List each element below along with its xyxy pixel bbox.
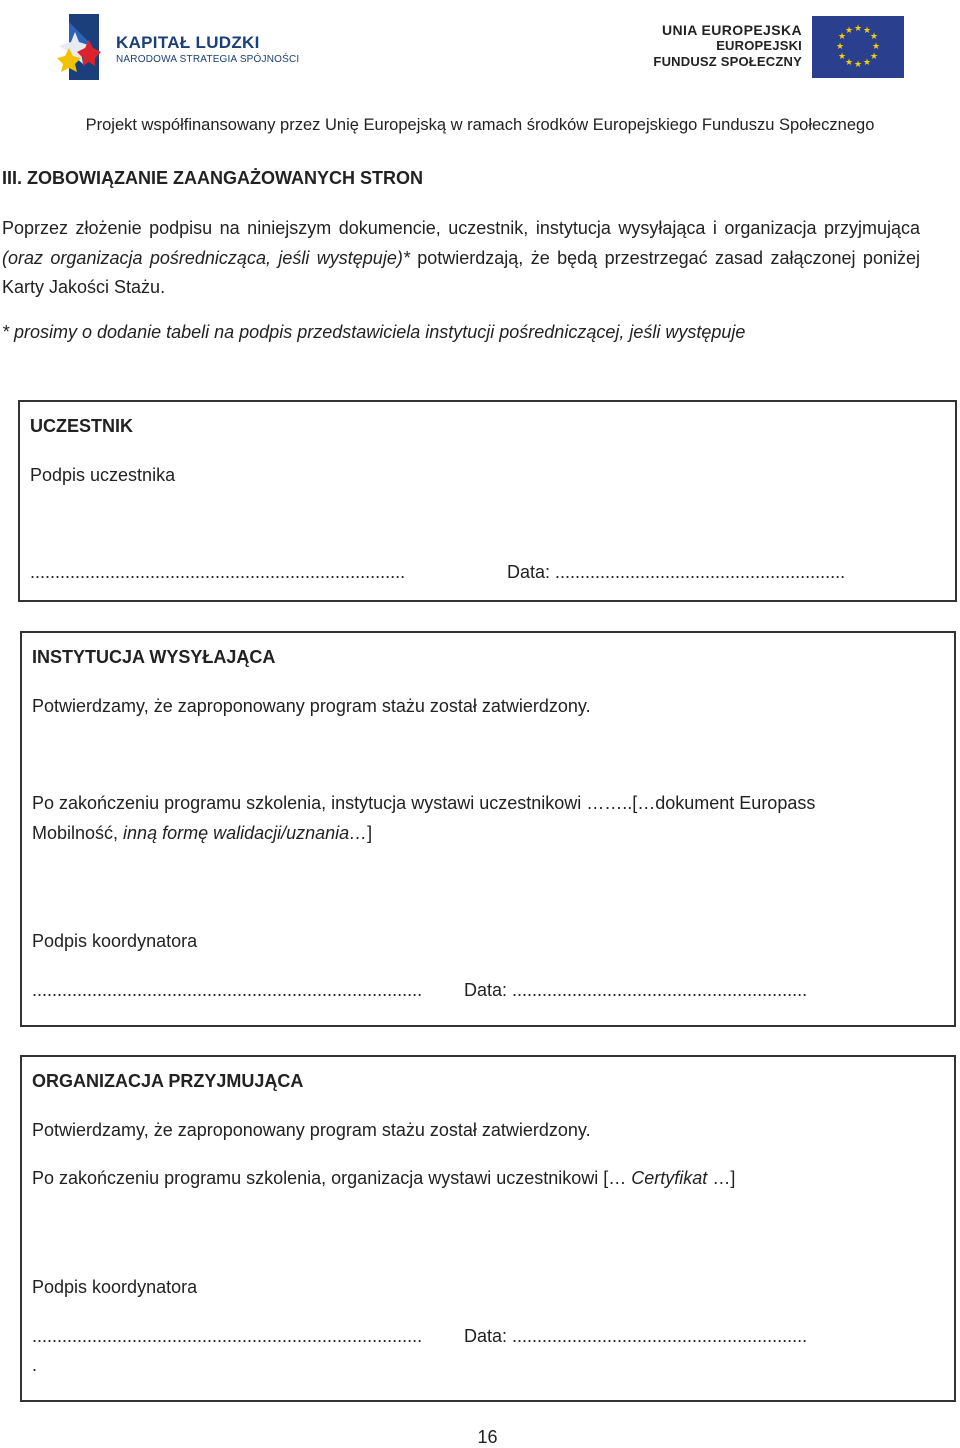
receiving-coordinator-label: Podpis koordynatora: [32, 1277, 198, 1297]
eu-line-3: FUNDUSZ SPOŁECZNY: [653, 54, 802, 69]
svg-text:★: ★: [844, 58, 854, 68]
svg-text:★: ★: [862, 26, 872, 36]
eu-flag-icon: [812, 16, 904, 78]
para-italic: (oraz organizacja pośrednicząca, jeśli występuje)*: [2, 247, 410, 268]
receiving-after-text: [32, 1168, 735, 1189]
sending-institution-box: [20, 631, 956, 1027]
svg-text:★: ★: [871, 42, 881, 52]
svg-text:★: ★: [853, 60, 863, 70]
receiving-after-italic: Certyfikat: [631, 1168, 708, 1188]
intermediary-note: * prosimy o dodanie tabeli na podpis przedstawiciela instytucji pośredniczącej, jeśli występuje: [2, 322, 746, 342]
sending-coordinator-label: Podpis koordynatora: [32, 931, 198, 951]
section-title: III. ZOBOWIĄZANIE ZAANGAŻOWANYCH STRON: [2, 168, 423, 188]
sending-signature-line[interactable]: ..............................................................................: [32, 980, 423, 1000]
commitment-paragraph: [2, 214, 920, 303]
kapital-ludzki-title: KAPITAŁ LUDZKI: [116, 33, 260, 52]
receiving-signature-dot: .: [32, 1355, 38, 1375]
sending-after-end: ]: [367, 823, 373, 843]
receiving-after-part-2: …]: [707, 1168, 736, 1188]
eu-line-1: UNIA EUROPEJSKA: [661, 22, 802, 38]
para-text-1: Poprzez złożenie podpisu na niniejszym dokumencie, uczestnik, instytucja wysyłająca i organizacja przyjmująca: [2, 218, 920, 238]
svg-text:★: ★: [844, 26, 854, 36]
page-number: 16: [477, 1427, 498, 1447]
participant-box: [18, 400, 957, 602]
sending-confirm-text: Potwierdzamy, że zaproponowany program stażu został zatwierdzony.: [32, 696, 591, 716]
participant-date-line[interactable]: Data: ..........................................................: [507, 562, 846, 582]
svg-text:★: ★: [837, 32, 847, 42]
sending-after-line-1: Po zakończeniu programu szkolenia, instytucja wystawi uczestnikowi ……..[…dokument Europass: [32, 793, 816, 813]
svg-text:★: ★: [837, 52, 847, 62]
svg-text:★: ★: [869, 52, 879, 62]
eu-line-2: EUROPEJSKI: [716, 38, 802, 53]
sending-after-line-2: [32, 823, 372, 844]
receiving-heading: ORGANIZACJA PRZYJMUJĄCA: [32, 1071, 304, 1091]
participant-signature-label: Podpis uczestnika: [30, 465, 176, 485]
participant-heading: UCZESTNIK: [30, 416, 133, 436]
kapital-ludzki-emblem-icon: [55, 12, 115, 84]
para-text-2: potwierdzają, że będą przestrzegać zasad załączonej poniżej Karty Jakości Stażu.: [2, 247, 920, 297]
eu-logo-text: [653, 22, 802, 70]
cofinancing-note: Projekt współfinansowany przez Unię Europejską w ramach środków Europejskiego Funduszu Społecznego: [85, 116, 875, 134]
sending-date-line[interactable]: Data: ...........................................................: [464, 980, 808, 1000]
receiving-after-part-1: Po zakończeniu programu szkolenia, organizacja wystawi uczestnikowi […: [32, 1168, 632, 1188]
receiving-date-line[interactable]: Data: ...........................................................: [464, 1326, 808, 1346]
svg-text:★: ★: [853, 24, 863, 34]
sending-after-italic: inną formę walidacji/uznania…: [123, 823, 368, 843]
sending-after-normal: Mobilność,: [32, 823, 124, 843]
participant-signature-line[interactable]: ...........................................................................: [30, 562, 406, 582]
svg-text:★: ★: [869, 32, 879, 42]
kapital-ludzki-subtitle: NARODOWA STRATEGIA SPÓJNOŚCI: [116, 54, 300, 65]
receiving-organization-box: [20, 1055, 956, 1402]
svg-text:★: ★: [835, 42, 845, 52]
svg-text:★: ★: [862, 58, 872, 68]
receiving-signature-line[interactable]: ..............................................................................: [32, 1326, 423, 1346]
receiving-confirm-text: Potwierdzamy, że zaproponowany program stażu został zatwierdzony.: [32, 1120, 591, 1140]
sending-heading: INSTYTUCJA WYSYŁAJĄCA: [32, 647, 276, 667]
